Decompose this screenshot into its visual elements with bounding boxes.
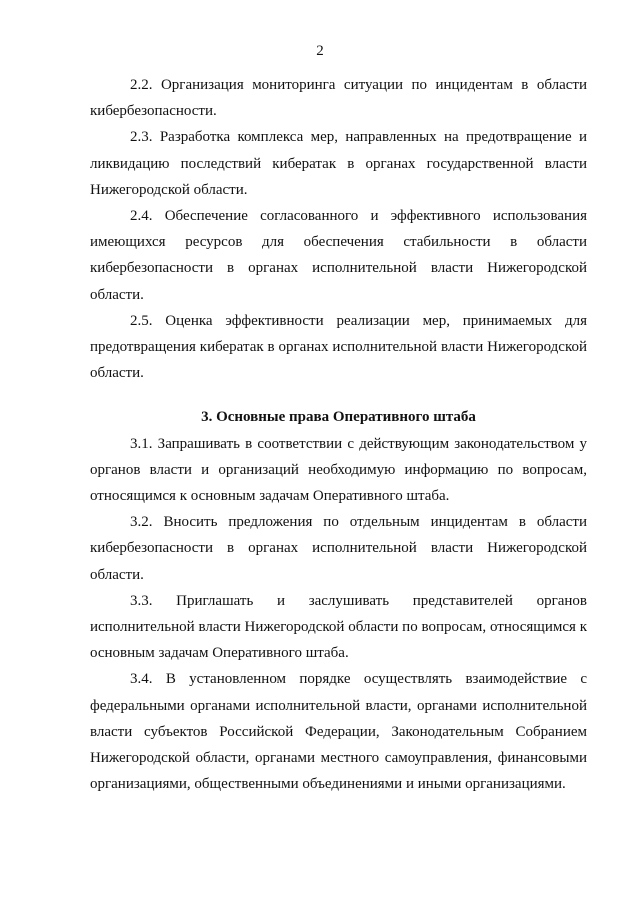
paragraph-2-3: 2.3. Разработка комплекса мер, направленных на предотвращение и ликвидацию последствий кибератак в органах государственной власти Нижегородской области. xyxy=(90,129,587,198)
paragraph-3-4: 3.4. В установленном порядке осуществлять взаимодействие с федеральными органами исполнительной власти, органами исполнительной власти субъектов Российской Федерации, Законодательным Собранием Нижегородской области, органами местного самоуправления, финансовыми организациями, общественными объединениями и иными организациями. xyxy=(90,671,587,793)
paragraph-3-3: 3.3. Приглашать и заслушивать представителей органов исполнительной власти Нижегородской области по вопросам, относящимся к основным задачам Оперативного штаба. xyxy=(90,592,587,662)
section-3-heading: 3. Основные права Оперативного штаба xyxy=(201,409,476,426)
paragraph-3-1: 3.1. Запрашивать в соответствии с действующим законодательством у органов власти и организаций необходимую информацию по вопросам, относящимся к основным задачам Оперативного штаба. xyxy=(90,435,587,505)
paragraph-3-2: 3.2. Вносить предложения по отдельным инцидентам в области кибербезопасности в органах исполнительной власти Нижегородской области. xyxy=(90,514,587,583)
paragraph-2-5: 2.5. Оценка эффективности реализации мер, принимаемых для предотвращения кибератак в органах исполнительной власти Нижегородской области. xyxy=(90,312,587,382)
paragraph-2-2: 2.2. Организация мониторинга ситуации по инцидентам в области кибербезопасности. xyxy=(90,77,587,120)
page-number: 2 xyxy=(316,43,324,59)
paragraph-2-4: 2.4. Обеспечение согласованного и эффективного использования имеющихся ресурсов для обеспечения стабильности в области кибербезопасности в органах исполнительной власти Нижегородской области. xyxy=(90,208,587,303)
document-body xyxy=(90,72,587,797)
